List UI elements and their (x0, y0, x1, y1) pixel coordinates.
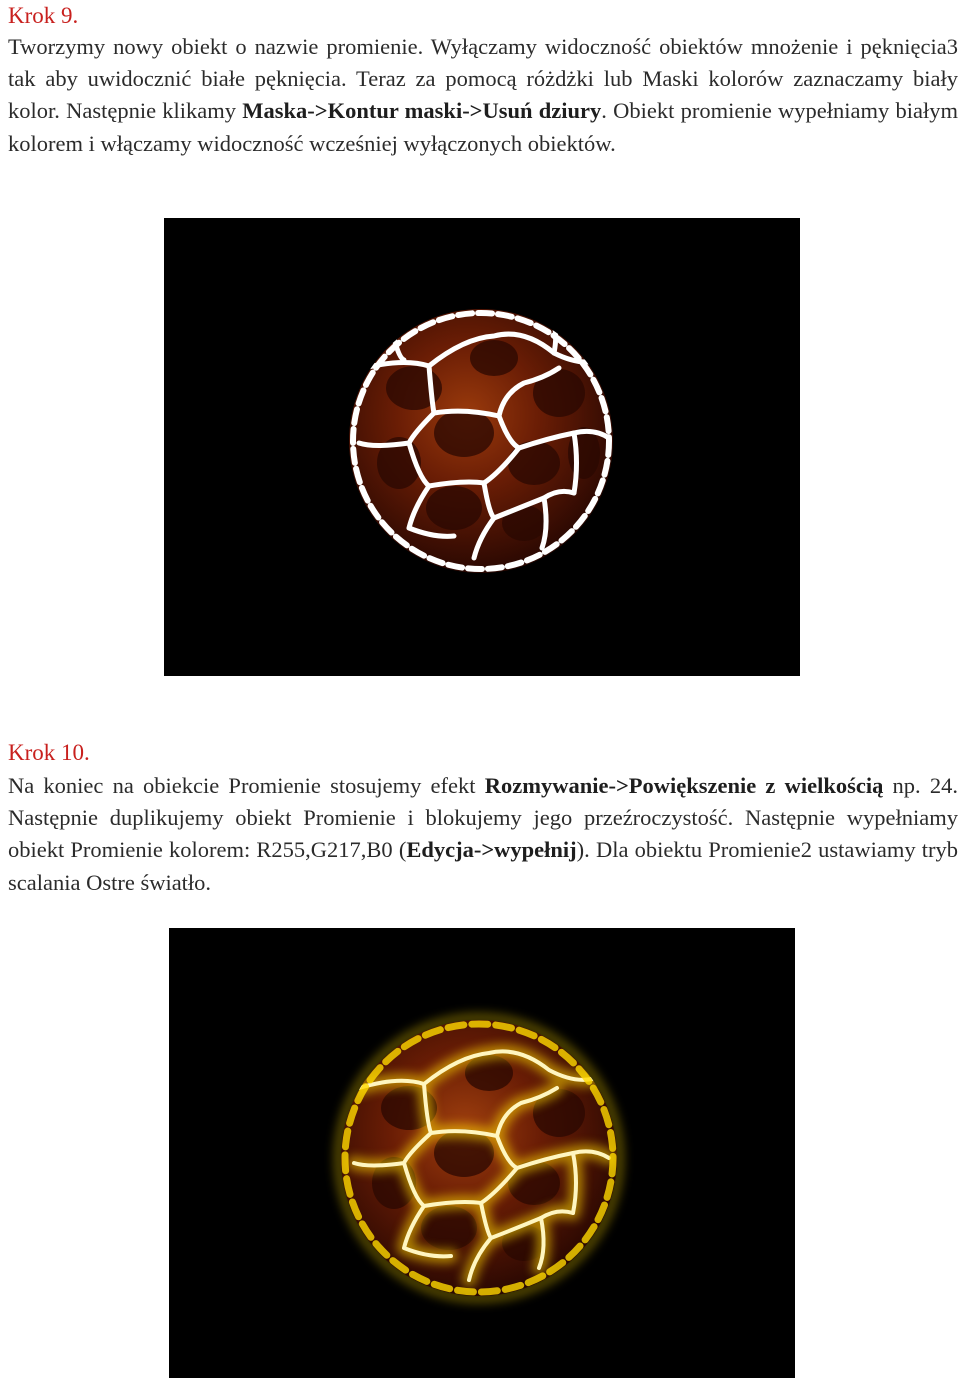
step-9-text-b: . Obiekt promienie wypełniamy białym kolorem i włączamy widoczność wcześniej wyłączonych obiektów. (8, 98, 958, 156)
glowing-cracks-sphere-image (169, 928, 795, 1378)
step-9-heading: Krok 9. (8, 3, 79, 28)
step-10-paragraph (8, 770, 958, 899)
step-10-text-c: ). Dla obiektu Promienie2 ustawiamy tryb scalania Ostre światło. (8, 837, 958, 895)
step-10-text-a: Na koniec na obiekcie Promienie stosujemy efekt (8, 773, 485, 798)
white-cracks-sphere-image (164, 218, 800, 676)
step-9-paragraph (8, 31, 958, 160)
step-9-text-a: Tworzymy nowy obiekt o nazwie promienie. Wyłączamy widoczność obiektów mnożenie i pęknięcia3 tak aby uwidocznić białe pęknięcia. Teraz za pomocą różdżki lub Maski kolorów zaznaczamy biały kolor. Następnie klikamy (8, 34, 958, 124)
figure-white-cracks-sphere (164, 218, 800, 676)
figure-glowing-cracks-sphere (169, 928, 795, 1378)
step-9-menu-path: Maska->Kontur maski->Usuń dziury (242, 98, 602, 124)
step-10-text-b: np. 24. Następnie duplikujemy obiekt Promienie i blokujemy jego przeźroczystość. Następnie wypełniamy obiekt Promienie kolorem: R255,G217,B0 ( (8, 773, 958, 863)
step-10-heading: Krok 10. (8, 740, 90, 765)
step-10-effect-path: Rozmywanie->Powiększenie z wielkością (484, 773, 884, 798)
step-10-menu-path: Edycja->wypełnij (406, 837, 577, 863)
